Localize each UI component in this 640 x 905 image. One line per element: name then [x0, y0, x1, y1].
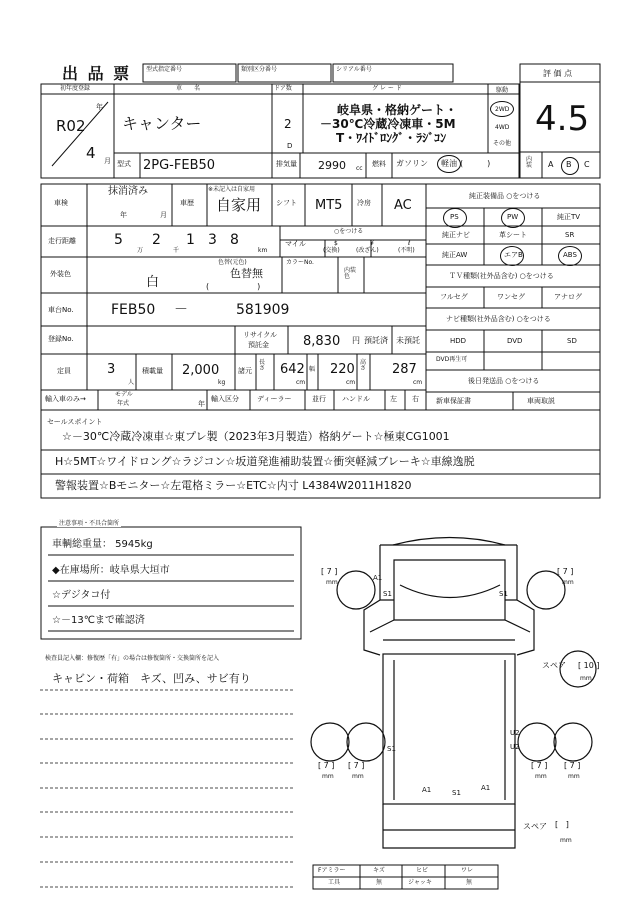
tv-fullseg: フルセグ [440, 293, 468, 301]
recycle-unit: 円 [352, 336, 360, 345]
equip-airbag-circle [500, 246, 524, 266]
legend-jack-value: 無 [466, 879, 473, 886]
equip-navi: 純正ナビ [442, 231, 470, 239]
selling-point-line-3: 警報装置☆Bモニター☆左電格ミラー☆ETC☆内寸 L4384W2011H1820 [55, 479, 412, 492]
mile-label: マイル [285, 240, 306, 248]
drive-2wd-circle [490, 101, 514, 117]
grade-line-3: T・ﾜｲﾄﾞﾛﾝｸﾞ・ﾗｼﾞｺﾝ [336, 131, 447, 145]
displacement-unit: cc [356, 165, 363, 172]
navi-sd: SD [567, 337, 577, 345]
tire-rear-left-inner-unit: mm [352, 773, 364, 780]
selling-point-line-1: ☆－30℃冷蔵冷凍車☆東プレ製（2023年3月製造）格納ゲート☆極東CG1001 [62, 430, 450, 443]
shift-value: MT5 [315, 198, 343, 213]
spare-label: スペア [542, 661, 566, 670]
selling-points-label: セールスポイント [47, 418, 103, 426]
class-no-label: 類別区分番号 [241, 66, 278, 73]
door-suffix: D [287, 142, 293, 150]
tire-rear-right-inner-unit: mm [535, 773, 547, 780]
regno-label: 登録No. [48, 335, 74, 343]
unrecorded-note: ※未記入は自家用 [208, 186, 256, 193]
fuel-paren: ( ) [460, 159, 491, 168]
damage-mark: A1 [422, 786, 432, 794]
inspection-year: 年 [120, 211, 127, 219]
grade-line-1: 岐阜県・格納ゲート・ [337, 103, 458, 117]
damage-mark: A1 [481, 784, 491, 792]
equip-ps: PS [450, 213, 459, 221]
spare-value: [ 10 ] [578, 661, 600, 670]
damage-mark: S1 [383, 590, 392, 598]
grade-label: グ レ ー ド [372, 85, 402, 92]
grade-line-2: －30℃冷蔵冷凍車・5M [320, 117, 456, 131]
interior-c: C [584, 160, 590, 169]
mile-opt-3-desc: (不明) [398, 247, 415, 254]
notes-label: 注意事項・不具合箇所 [59, 520, 120, 527]
tire-front-left-unit: mm [326, 579, 338, 586]
interior-b-circle [561, 157, 579, 175]
tire-rear-left-outer: [ 7 ] [318, 761, 335, 770]
equip-abs: ABS [563, 251, 577, 259]
selling-point-line-2: H☆5MT☆ワイドロング☆ラジコン☆坂道発進補助装置☆衝突軽減ブレーキ☆車線逸脱 [55, 455, 475, 468]
tire-rear-left-inner: [ 7 ] [348, 761, 365, 770]
spare-label-2: スペア [523, 822, 547, 831]
tire-rear-right-outer-unit: mm [568, 773, 580, 780]
handle-left: 左 [390, 395, 397, 403]
width-unit: cm [346, 379, 356, 386]
reg-year-suffix: 年 [96, 103, 103, 111]
displacement-value: 2990 [318, 159, 346, 172]
capacity-label: 定員 [57, 367, 71, 375]
door-count: 2 [284, 117, 292, 131]
height-value: 287 [392, 362, 417, 377]
height-unit: cm [413, 379, 423, 386]
evaluation-score: 4.5 [535, 99, 590, 139]
model-year-label-2: 年式 [117, 400, 130, 407]
recycle-label-2: 預託金 [248, 341, 269, 349]
equip-sr: SR [565, 231, 575, 239]
dims-label: 諸元 [238, 367, 252, 375]
tv-analog: アナログ [554, 293, 582, 301]
history-label: 車歴 [180, 199, 194, 207]
exterior-color: 白 [146, 275, 160, 290]
inspection-label: 車検 [54, 199, 68, 207]
tire-front-left: [ 7 ] [321, 567, 338, 576]
fuel-diesel-circle [437, 155, 461, 173]
equip-pw: PW [507, 213, 519, 221]
import-dealer: ディーラー [257, 395, 292, 403]
fuel-gasoline: ガソリン [396, 159, 428, 168]
mileage-unit: km [258, 247, 268, 254]
note-line-1: 車輌総重量： 5945kg [52, 539, 153, 550]
equip-aw: 純正AW [442, 251, 468, 259]
damage-mark: U2 [510, 743, 520, 751]
interior-color-label: 内装色 [344, 267, 357, 280]
tv-oneseg: ワンセグ [497, 293, 525, 301]
legend-mirror: Fアミラー [318, 867, 346, 874]
note-line-4: ☆－13℃まで確認済 [52, 615, 145, 626]
drive-4wd: 4WD [495, 124, 510, 131]
mileage-digit-2: 2 [152, 232, 161, 248]
displacement-label: 排気量 [276, 160, 297, 168]
page-title: 出 品 票 [62, 64, 132, 83]
color-no-label: カラーNo. [286, 259, 314, 266]
inspection-value: 抹消済み [108, 186, 148, 197]
reg-month: 4 [86, 144, 96, 162]
truck-diagram [311, 538, 596, 849]
legend-break: ワレ [461, 867, 474, 874]
length-unit: cm [296, 379, 306, 386]
after-warranty: 新車保証書 [436, 397, 471, 405]
spare-value-unit: mm [580, 675, 592, 682]
damage-mark: S1 [452, 789, 461, 797]
note-line-2: ◆在庫場所：岐阜県大垣市 [52, 565, 170, 576]
inspector-line-1: キャビン・荷箱 キズ、凹み、サビ有り [52, 672, 251, 685]
equip-ps-circle [443, 208, 467, 228]
chassis-number: 581909 [236, 302, 290, 318]
mileage-digit-5: 8 [230, 232, 239, 248]
after-manual: 車両取説 [527, 397, 555, 405]
width-label: 幅 [309, 366, 316, 373]
evaluation-label: 評 価 点 [543, 69, 573, 78]
equip-tv: 純正TV [557, 213, 581, 221]
history-value: 自家用 [216, 196, 262, 214]
capacity-unit: 人 [128, 379, 135, 386]
color-change-label: 色替(元色) [218, 259, 247, 266]
ac-label: 冷房 [357, 199, 371, 207]
model-label: 型式 [117, 160, 131, 168]
legend-tools: 工具 [328, 879, 341, 886]
mileage-digit-1: 5 [114, 232, 123, 248]
interior-label: 内装 [526, 156, 533, 169]
mile-opt-2-desc: (改ざん) [356, 247, 379, 254]
reg-month-suffix: 月 [104, 157, 111, 165]
load-label: 積載量 [142, 367, 163, 375]
legend-scratch: キズ [373, 867, 385, 874]
first-reg-label: 初年度登録 [60, 85, 91, 92]
mileage-digit-4: 3 [208, 232, 217, 248]
legend-jack: ジャッキ [408, 879, 432, 886]
damage-mark: A1 [373, 574, 383, 582]
serial-no-label: シリアル番号 [336, 66, 372, 73]
inspection-month: 月 [160, 211, 167, 219]
legend-tools-value: 無 [376, 879, 383, 886]
equip-leather: 革シート [499, 231, 527, 239]
drive-2wd: 2WD [495, 106, 510, 113]
load-value: 2,000 [182, 363, 220, 378]
tire-rear-left-outer-unit: mm [322, 773, 334, 780]
navi-dvd: DVD [507, 337, 523, 345]
mileage-label: 走行距離 [48, 237, 76, 245]
navi-title: ナビ種類(社外品含む) ○をつける [446, 315, 551, 323]
spare-value-2: [ ] [555, 820, 569, 829]
chassis-dash: － [174, 302, 188, 318]
note-line-3: ☆デジタコ付 [52, 590, 111, 601]
reg-era: R02 [56, 117, 86, 135]
recycle-unpaid: 未預託 [396, 336, 420, 345]
drive-other: その他 [493, 140, 512, 147]
equip-abs-circle [558, 246, 582, 266]
equip-airbag: エアB [504, 251, 523, 259]
color-change-paren: ( ) [206, 282, 261, 291]
name-label: 車 名 [176, 85, 201, 92]
ac-value: AC [394, 198, 412, 213]
width-value: 220 [330, 362, 355, 377]
length-value: 642 [280, 362, 305, 377]
recycle-label: リサイクル [243, 331, 278, 339]
tire-front-right: [ 7 ] [557, 567, 574, 576]
mileage-digit-3: 1 [186, 232, 195, 248]
damage-mark: U2 [510, 729, 520, 737]
interior-a: A [548, 160, 554, 169]
capacity-value: 3 [107, 362, 116, 377]
drive-label: 駆動 [496, 87, 509, 94]
color-change-value: 色替無 [230, 267, 263, 280]
dvd-playback: DVD再生可 [436, 356, 468, 363]
inspector-label: 検査員記入欄：修復歴「有」の場合は修復箇所・交換箇所を記入 [45, 655, 220, 662]
recycle-amount: 8,830 [303, 334, 341, 349]
mile-opt-1: $ [334, 240, 338, 247]
model-value: 2PG-FEB50 [143, 158, 216, 173]
mile-opt-3: ℓ [408, 240, 411, 247]
chassis-label: 車台No. [48, 306, 74, 314]
interior-b: B [566, 160, 572, 169]
tire-rear-right-inner: [ 7 ] [531, 761, 548, 770]
shift-label: シフト [276, 199, 297, 207]
spare-value-2-unit: mm [560, 837, 572, 844]
mile-opt-2: ¥ [370, 240, 374, 247]
std-equipment-title: 純正装備品 ○をつける [469, 192, 541, 200]
legend-crack: ヒビ [416, 867, 429, 874]
exterior-color-label: 外装色 [50, 270, 71, 278]
recycle-paid: 預託済 [364, 336, 388, 345]
height-label: 高さ [360, 359, 367, 372]
type-cert-label: 型式指定番号 [146, 66, 183, 73]
circle-note: ○をつける [334, 228, 364, 235]
tv-title: ＴＶ種類(社外品含む) ○をつける [449, 272, 554, 280]
import-type-label: 輸入区分 [211, 395, 239, 403]
after-title: 後日発送品 ○をつける [468, 377, 540, 385]
chassis-prefix: FEB50 [111, 302, 156, 318]
mileage-sen: 千 [173, 247, 180, 254]
model-year-label: モデル [115, 391, 133, 398]
model-year-unit: 年 [198, 400, 205, 408]
damage-mark: S1 [499, 590, 508, 598]
handle-label: ハンドル [342, 395, 370, 403]
tire-rear-right-outer: [ 7 ] [564, 761, 581, 770]
equip-pw-circle [501, 208, 525, 228]
import-parallel: 並行 [312, 395, 326, 403]
damage-mark: S1 [387, 745, 396, 753]
fuel-label: 燃料 [372, 160, 386, 168]
navi-hdd: HDD [450, 337, 467, 345]
import-label: 輸入車のみ→ [45, 395, 86, 403]
length-label: 長さ [259, 359, 266, 372]
mile-opt-1-desc: (交換) [323, 247, 340, 254]
car-name: キャンター [122, 114, 202, 133]
handle-right: 右 [412, 395, 419, 403]
tire-front-right-unit: mm [562, 579, 574, 586]
doors-label: ドア数 [274, 85, 292, 92]
mileage-man: 万 [137, 247, 144, 254]
fuel-diesel: 軽油 [441, 159, 457, 168]
load-unit: kg [218, 379, 226, 386]
